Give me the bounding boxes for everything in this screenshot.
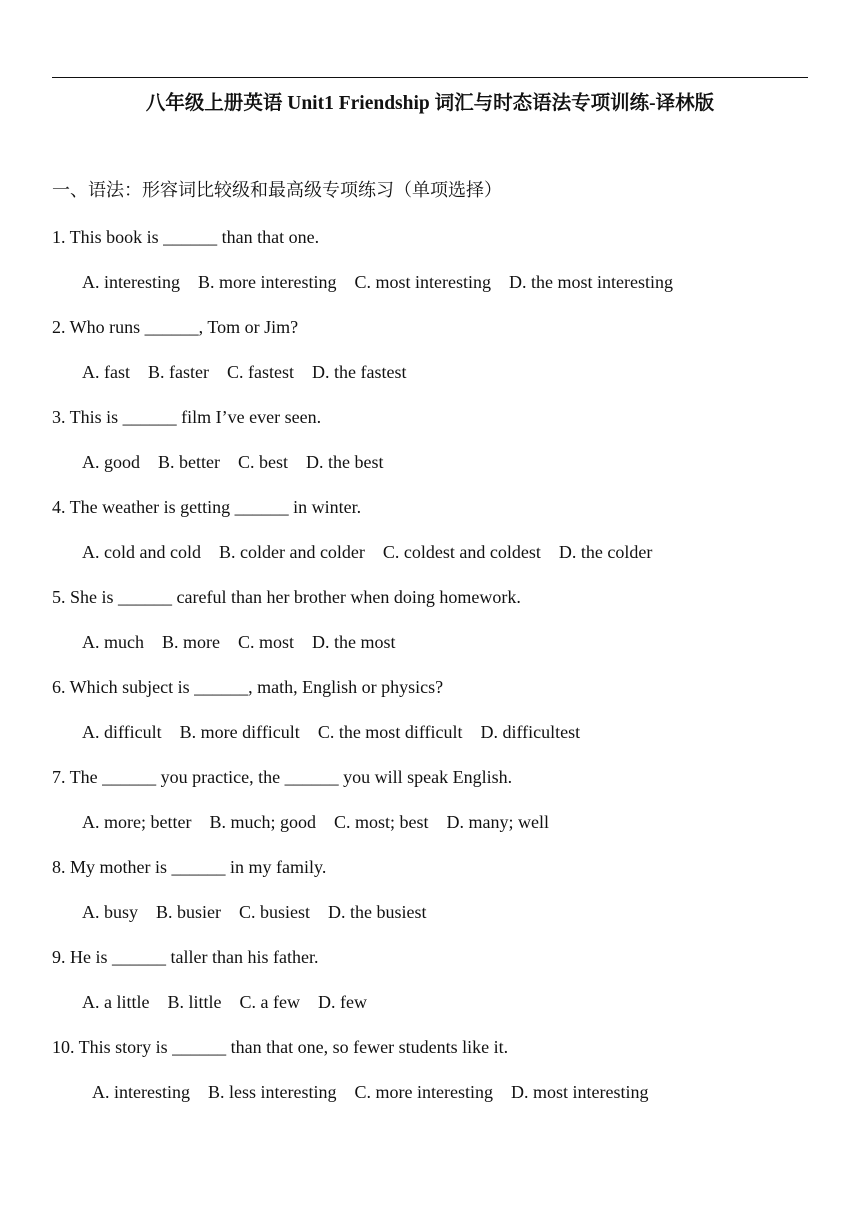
option-b: B. little xyxy=(167,992,222,1012)
option-c: C. busiest xyxy=(239,902,311,922)
option-a: A. difficult xyxy=(82,722,162,742)
question-stem: 9. He is ______ taller than his father. xyxy=(52,947,319,967)
option-b: B. much; good xyxy=(209,812,316,832)
section-heading: 一、语法：形容词比较级和最高级专项练习（单项选择） xyxy=(52,180,502,201)
option-c: C. a few xyxy=(239,992,300,1012)
option-a: A. fast xyxy=(82,362,130,382)
option-d: D. the most xyxy=(312,632,396,652)
question-stem: 5. She is ______ careful than her brother when doing homework. xyxy=(52,587,521,607)
option-c: C. the most difficult xyxy=(317,722,463,742)
question-stem: 8. My mother is ______ in my family. xyxy=(52,857,327,877)
document-title: 八年级上册英语 Unit1 Friendship 词汇与时态语法专项训练-译林版 xyxy=(145,93,715,114)
option-a: A. cold and cold xyxy=(82,542,201,562)
question-options xyxy=(0,266,860,311)
option-a: A. much xyxy=(82,632,144,652)
question-stem: 4. The weather is getting ______ in winter. xyxy=(52,497,362,517)
question-options xyxy=(0,806,860,851)
option-c: C. coldest and coldest xyxy=(382,542,541,562)
option-d: D. the best xyxy=(306,452,384,472)
question-item-8 xyxy=(0,851,860,941)
option-d: D. many; well xyxy=(446,812,549,832)
question-stem: 10. This story is ______ than that one, so fewer students like it. xyxy=(52,1037,509,1057)
option-b: B. more interesting xyxy=(197,272,337,292)
question-item-10 xyxy=(0,1031,860,1121)
option-b: B. better xyxy=(158,452,220,472)
question-options xyxy=(0,356,860,401)
option-c: C. most; best xyxy=(333,812,429,832)
option-b: B. busier xyxy=(156,902,222,922)
option-d: D. the colder xyxy=(558,542,653,562)
option-c: C. most interesting xyxy=(354,272,491,292)
option-b: B. more xyxy=(162,632,220,652)
option-d: D. the most interesting xyxy=(508,272,673,292)
question-options xyxy=(0,446,860,491)
question-item-5 xyxy=(0,581,860,671)
option-a: A. interesting xyxy=(82,272,180,292)
question-list xyxy=(0,221,860,1121)
option-a: A. busy xyxy=(82,902,139,922)
option-a: A. interesting xyxy=(92,1082,190,1102)
question-stem: 1. This book is ______ than that one. xyxy=(52,227,320,247)
question-options xyxy=(0,536,860,581)
option-d: D. the busiest xyxy=(328,902,427,922)
option-b: B. faster xyxy=(148,362,209,382)
option-b: B. colder and colder xyxy=(218,542,365,562)
option-c: C. best xyxy=(237,452,288,472)
question-stem: 7. The ______ you practice, the ______ you will speak English. xyxy=(52,767,513,787)
question-item-1 xyxy=(0,221,860,311)
option-d: D. few xyxy=(317,992,367,1012)
question-item-9 xyxy=(0,941,860,1031)
question-item-2 xyxy=(0,311,860,401)
question-options xyxy=(0,986,860,1031)
option-b: B. less interesting xyxy=(207,1082,337,1102)
question-options xyxy=(0,716,860,761)
question-options xyxy=(0,626,860,671)
option-a: A. more; better xyxy=(82,812,192,832)
option-c: C. fastest xyxy=(226,362,294,382)
question-item-3 xyxy=(0,401,860,491)
question-stem: 2. Who runs ______, Tom or Jim? xyxy=(52,317,299,337)
option-c: C. more interesting xyxy=(354,1082,493,1102)
option-d: D. the fastest xyxy=(311,362,407,382)
option-d: D. most interesting xyxy=(510,1082,649,1102)
question-stem: 3. This is ______ film I’ve ever seen. xyxy=(52,407,322,427)
question-options xyxy=(0,896,860,941)
question-item-7 xyxy=(0,761,860,851)
header-rule xyxy=(52,77,808,78)
question-item-4 xyxy=(0,491,860,581)
option-b: B. more difficult xyxy=(179,722,300,742)
option-d: D. difficultest xyxy=(480,722,581,742)
question-stem: 6. Which subject is ______, math, English or physics? xyxy=(52,677,444,697)
option-a: A. a little xyxy=(82,992,150,1012)
option-a: A. good xyxy=(82,452,140,472)
question-item-6 xyxy=(0,671,860,761)
question-options xyxy=(0,1076,860,1121)
option-c: C. most xyxy=(238,632,295,652)
